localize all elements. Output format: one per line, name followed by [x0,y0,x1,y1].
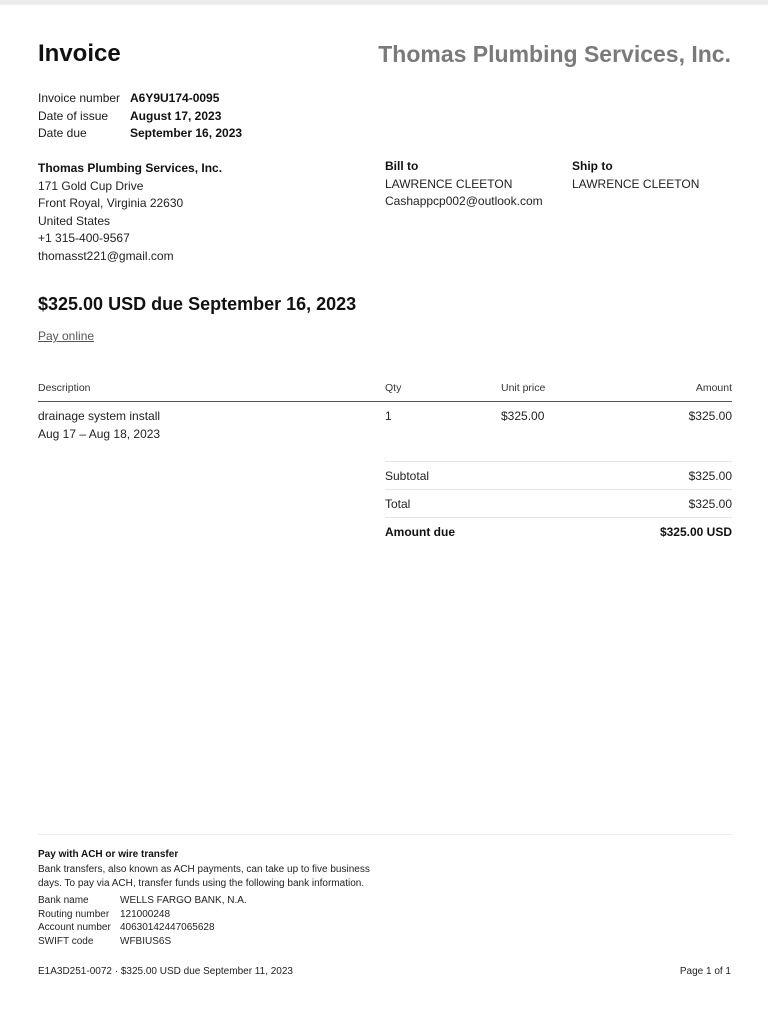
ach-title: Pay with ACH or wire transfer [38,849,179,860]
ship-to-name: LAWRENCE CLEETON [572,176,700,191]
from-address-line2: Front Royal, Virginia 22630 [38,196,184,211]
pay-online-link[interactable]: Pay online [38,329,95,343]
header-amount: Amount [695,382,732,394]
item-period: Aug 17 – Aug 18, 2023 [38,427,161,441]
header-description: Description [38,382,91,394]
subtotal-row [385,461,732,489]
page-number: Page 1 of 1 [679,966,731,977]
bank-name-row [38,894,247,908]
header-qty: Qty [385,382,402,394]
header-unit-price: Unit price [501,382,546,394]
swift-code-value: WFBIUS6S [120,935,172,947]
item-description: drainage system install [38,409,161,423]
from-country: United States [38,213,111,228]
bill-to-name: LAWRENCE CLEETON [385,176,513,191]
amount-due-row [385,517,732,545]
bill-to-email: Cashappcp002@outlook.com [385,194,543,209]
routing-number-row [38,908,247,922]
footer-divider [38,834,732,835]
invoice-number-row [38,90,242,108]
subtotal-value: $325.00 [688,469,732,483]
swift-code-row [38,935,247,949]
account-number-value: 40630142447065628 [120,922,215,933]
routing-number-label: Routing number [38,908,110,920]
date-due-value: September 16, 2023 [130,126,243,140]
total-value: $325.00 [688,497,732,511]
ach-description: Bank transfers, also known as ACH payments, can take up to five business days. To pay via ACH, transfer funds using the following bank information. [38,864,370,889]
account-number-label: Account number [38,922,111,933]
swift-code-label: SWIFT code [38,935,94,947]
from-name: Thomas Plumbing Services, Inc. [38,161,223,175]
from-address-line1: 171 Gold Cup Drive [38,178,144,193]
invoice-number-value: A6Y9U174-0095 [130,91,220,105]
item-qty: 1 [385,409,392,423]
bank-name-value: WELLS FARGO BANK, N.A. [120,895,247,906]
ship-to [572,158,699,193]
account-number-row [38,921,247,935]
date-of-issue-value: August 17, 2023 [130,108,222,123]
amount-due-value: $325.00 USD [659,525,732,539]
footer-summary: E1A3D251-0072 · $325.00 USD due September 11, 2023 [38,966,293,977]
totals [385,461,732,545]
from-email: thomasst221@gmail.com [38,248,174,263]
amount-due-label: Amount due [385,525,455,539]
subtotal-label: Subtotal [385,469,430,483]
item-unit-price: $325.00 [501,409,545,423]
invoice-meta [38,90,242,143]
bank-name-label: Bank name [38,895,89,906]
date-due-label: Date due [38,126,87,140]
item-description-cell [38,407,160,443]
bill-to-label: Bill to [385,159,419,173]
amount-due-heading: $325.00 USD due September 16, 2023 [38,294,357,314]
routing-number-value: 121000248 [120,908,171,920]
bank-details [38,894,247,948]
items-table-header [38,380,732,402]
page-title: Invoice [38,40,121,67]
date-due-row [38,125,242,143]
total-label: Total [385,497,411,511]
item-amount: $325.00 [688,409,732,423]
from-address [38,160,222,266]
from-phone: +1 315-400-9567 [38,231,130,246]
top-bar [0,0,768,5]
ship-to-label: Ship to [572,159,613,173]
date-of-issue-label: Date of issue [38,108,109,123]
invoice-number-label: Invoice number [38,91,121,105]
bill-to [385,158,543,211]
company-name-header: Thomas Plumbing Services, Inc. [378,41,731,67]
total-row [385,489,732,517]
date-of-issue-row [38,108,242,126]
